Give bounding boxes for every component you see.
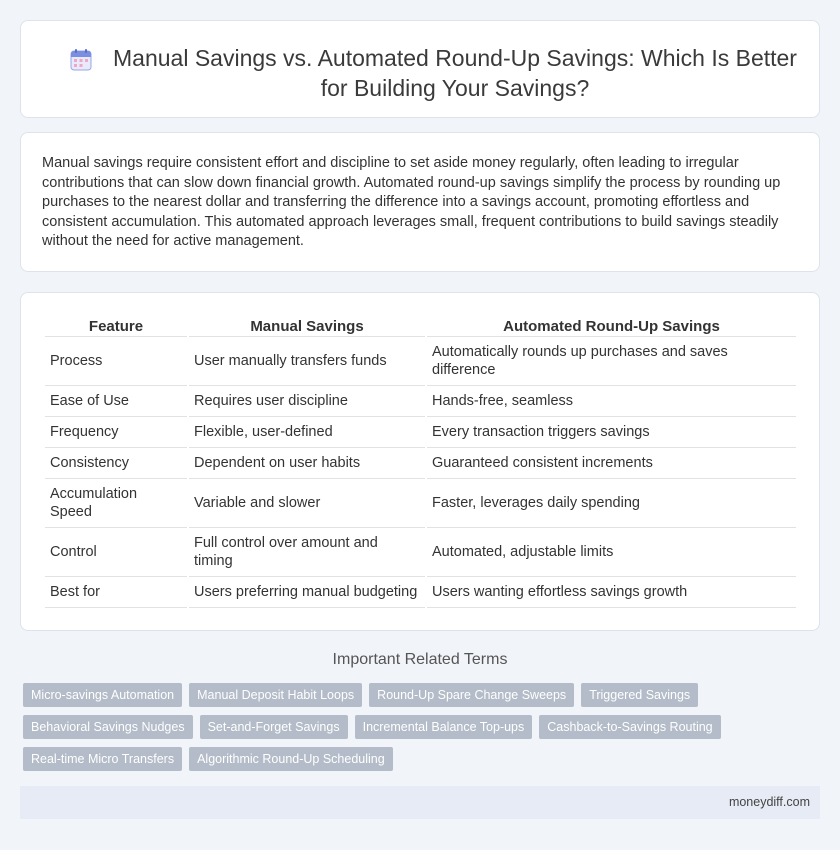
related-term-tag[interactable]: Cashback-to-Savings Routing xyxy=(539,715,720,739)
automated-cell: Automated, adjustable limits xyxy=(427,528,796,577)
feature-cell: Best for xyxy=(45,577,187,608)
title-card xyxy=(20,20,820,118)
table-header-row xyxy=(45,315,796,337)
feature-cell: Control xyxy=(45,528,187,577)
feature-cell: Consistency xyxy=(45,448,187,479)
intro-card xyxy=(20,132,820,272)
footer xyxy=(20,786,820,819)
automated-cell: Faster, leverages daily spending xyxy=(427,479,796,528)
related-term-tag[interactable]: Behavioral Savings Nudges xyxy=(23,715,193,739)
table-row xyxy=(45,337,796,386)
related-term-tag[interactable]: Incremental Balance Top-ups xyxy=(355,715,533,739)
automated-cell: Users wanting effortless savings growth xyxy=(427,577,796,608)
feature-cell: Ease of Use xyxy=(45,386,187,417)
related-term-tag[interactable]: Round-Up Spare Change Sweeps xyxy=(369,683,574,707)
intro-paragraph: Manual savings require consistent effort and discipline to set aside money regularly, often leading to irregular contributions that can slow down financial growth. Automated round-up savings simplify the process by rounding up purchases to the nearest dollar and transferring the difference into a savings account, promoting effortless and consistent accumulation. This automated approach leverages small, frequent contributions to build savings steadily without the need for active management. xyxy=(42,155,781,250)
feature-cell: Frequency xyxy=(45,417,187,448)
page-title: Manual Savings vs. Automated Round-Up Savings: Which Is Better for Building Your Savings? xyxy=(113,45,797,101)
header-automated-savings: Automated Round-Up Savings xyxy=(427,315,796,337)
related-term-tag[interactable]: Real-time Micro Transfers xyxy=(23,747,182,771)
table-row xyxy=(45,479,796,528)
calendar-icon xyxy=(69,48,93,72)
table-row xyxy=(45,448,796,479)
related-term-tag[interactable]: Manual Deposit Habit Loops xyxy=(189,683,362,707)
manual-cell: Full control over amount and timing xyxy=(189,528,425,577)
manual-cell: User manually transfers funds xyxy=(189,337,425,386)
table-row xyxy=(45,417,796,448)
table-row xyxy=(45,577,796,608)
manual-cell: Users preferring manual budgeting xyxy=(189,577,425,608)
automated-cell: Guaranteed consistent increments xyxy=(427,448,796,479)
manual-cell: Variable and slower xyxy=(189,479,425,528)
header-manual-savings: Manual Savings xyxy=(189,315,425,337)
automated-cell: Automatically rounds up purchases and saves difference xyxy=(427,337,796,386)
automated-cell: Hands-free, seamless xyxy=(427,386,796,417)
related-terms-list xyxy=(23,683,803,771)
manual-cell: Dependent on user habits xyxy=(189,448,425,479)
manual-cell: Requires user discipline xyxy=(189,386,425,417)
table-row xyxy=(45,386,796,417)
comparison-table xyxy=(43,315,798,608)
footer-site-link[interactable]: moneydiff.com xyxy=(728,795,810,809)
manual-cell: Flexible, user-defined xyxy=(189,417,425,448)
comparison-card xyxy=(20,292,820,631)
automated-cell: Every transaction triggers savings xyxy=(427,417,796,448)
related-term-tag[interactable]: Micro-savings Automation xyxy=(23,683,182,707)
header-feature: Feature xyxy=(45,315,187,337)
related-term-tag[interactable]: Triggered Savings xyxy=(581,683,698,707)
related-terms-title: Important Related Terms xyxy=(332,651,508,668)
related-term-tag[interactable]: Algorithmic Round-Up Scheduling xyxy=(189,747,393,771)
feature-cell: Accumulation Speed xyxy=(45,479,187,528)
feature-cell: Process xyxy=(45,337,187,386)
table-row xyxy=(45,528,796,577)
related-term-tag[interactable]: Set-and-Forget Savings xyxy=(200,715,348,739)
